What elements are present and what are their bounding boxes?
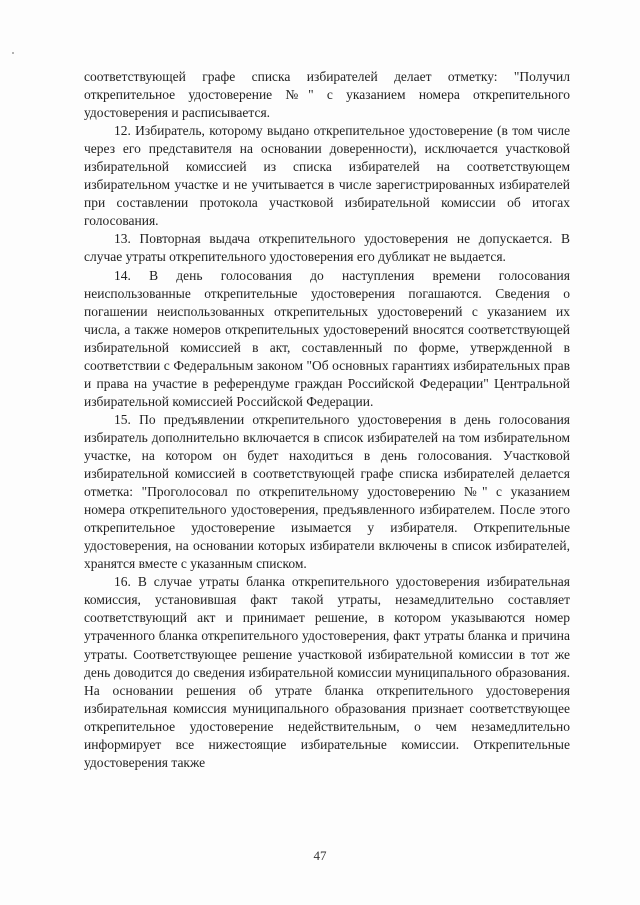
paragraph-12: 12. Избиратель, которому выдано открепительное удостоверение (в том числе через его представителя на основании доверенности), исключается участковой избирательной комиссией из списка избирателей на соответствующем избирательном участке и не учитывается в числе зарегистрированных избирателей при составлении протокола участковой избирательной комиссии об итогах голосования. xyxy=(84,123,570,229)
paragraph-14: 14. В день голосования до наступления времени голосования неиспользованные открепительные удостоверения погашаются. Сведения о погашении неиспользованных открепительных удостоверений с указанием их числа, а также номеров открепительных удостоверений вносятся соответствующей избирательной комиссией в акт, составленный по форме, утвержденной в соответствии с Федеральным законом "Об основных гарантиях избирательных прав и права на участие в референдуме граждан Российской Федерации" Центральной избирательной комиссией Российской Федерации. xyxy=(84,267,570,409)
paragraph-continuation: соответствующей графе списка избирателей делает отметку: "Получил открепительное удостоверение №" с указанием номера открепительного удостоверения и расписывается. xyxy=(84,69,570,121)
page-number: 47 xyxy=(313,848,327,863)
document-body xyxy=(84,68,570,772)
scan-speck xyxy=(12,52,14,54)
paragraph-15: 15. По предъявлении открепительного удостоверения в день голосования избиратель дополнительно включается в список избирателей на том избирательном участке, на котором он будет находиться в день голосования. Участковой избирательной комиссией в соответствующей графе списка избирателей делается отметка: "Проголосовал по открепительному удостоверению №" с указанием номера открепительного удостоверения, предъявленного избирателем. После этого открепительное удостоверение изымается у избирателя. Открепительные удостоверения, на основании которых избиратели включены в список избирателей, хранятся вместе с указанным списком. xyxy=(84,411,570,572)
paragraph-16: 16. В случае утраты бланка открепительного удостоверения избирательная комиссия, установившая факт такой утраты, незамедлительно составляет соответствующий акт и принимает решение, в котором указываются номер утраченного бланка открепительного удостоверения, факт утраты бланка и причина утраты. Соответствующее решение участковой избирательной комиссии в тот же день доводится до сведения избирательной комиссии муниципального образования. На основании решения об утрате бланка открепительного удостоверения избирательная комиссия муниципального образования признает соответствующее открепительное удостоверение недействительным, о чем незамедлительно информирует все нижестоящие избирательные комиссии. Открепительные удостоверения также xyxy=(84,574,570,770)
paragraph-13: 13. Повторная выдача открепительного удостоверения не допускается. В случае утраты открепительного удостоверения его дубликат не выдается. xyxy=(84,231,570,265)
